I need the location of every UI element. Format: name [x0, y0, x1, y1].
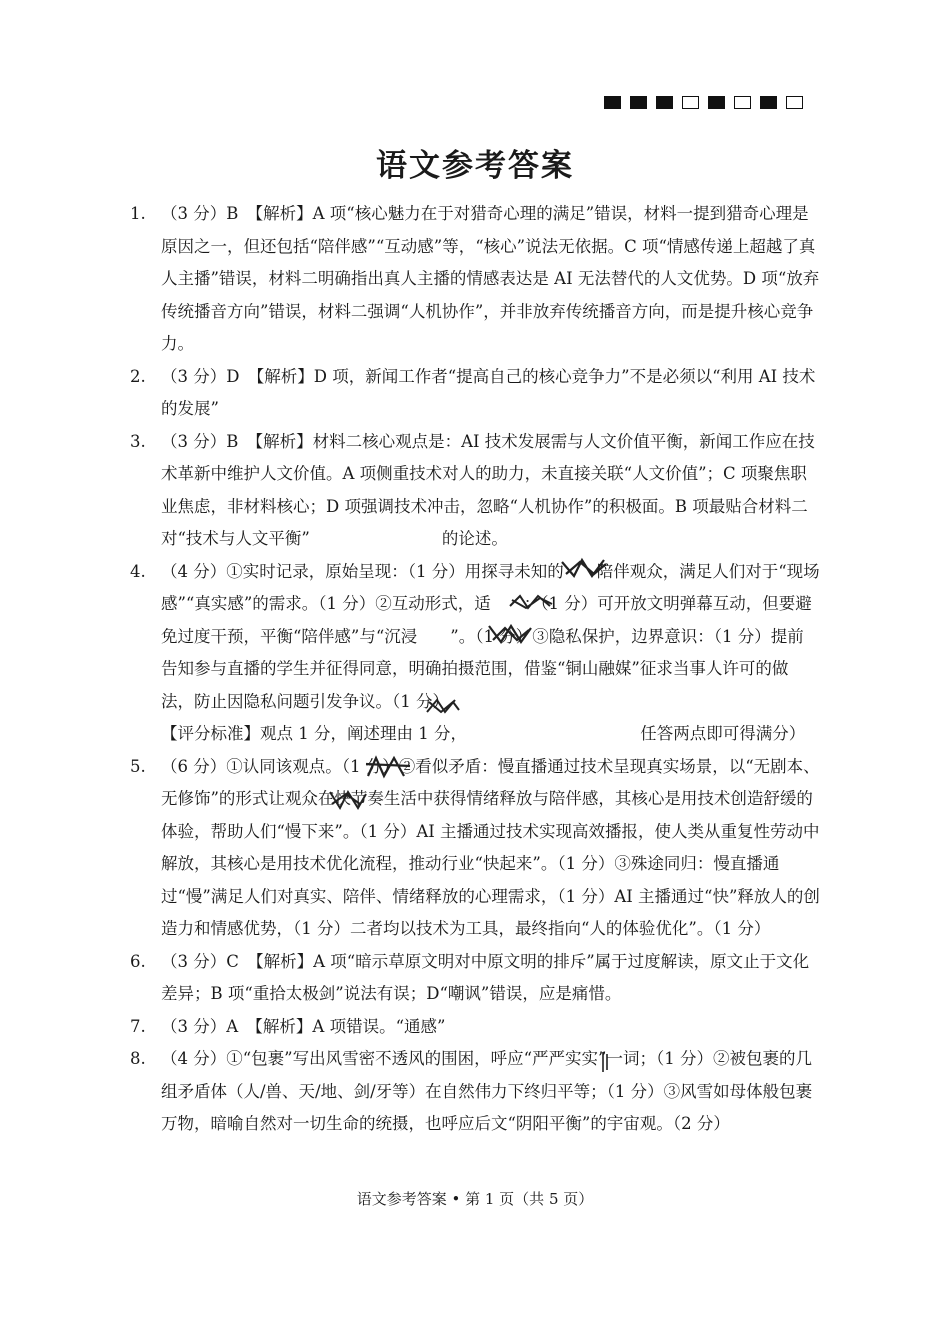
header-mark-6 [734, 96, 751, 109]
answer-number: 8. [130, 1049, 146, 1068]
answer-number: 2. [130, 366, 146, 386]
scribble-mark [425, 696, 461, 716]
page-title: 语文参考答案 [376, 148, 574, 184]
header-mark-2 [630, 96, 647, 109]
answer-item-6 [130, 946, 820, 1011]
page-footer: 语文参考答案 • 第 1 页（共 5 页） [356, 1190, 594, 1208]
header-mark-4 [682, 96, 699, 109]
scribble-mark [328, 788, 368, 812]
answer-text: （3 分）D 【解析】D 项，新闻工作者“提高自己的核心竞争力”不是必须以“利用 AI 技术的发展” [161, 366, 816, 418]
answer-item-5 [130, 751, 820, 946]
scribble-mark [364, 754, 412, 780]
scribble-mark [508, 592, 554, 612]
answer-item-7 [130, 1011, 820, 1044]
header-mark-7 [760, 96, 777, 109]
answer-text: （3 分）B 【解析】材料二核心观点是：AI 技术发展需与人文价值平衡，新闻工作应在技术革新中维护人文价值。A 项侧重技术对人的助力，未直接关联“人文价值”；C 项聚焦职业焦虑，非材料核心；D 项强调技术冲击，忽略“人机协作”的积极面。B 项最贴合材料二对“技术与人文平衡” 的论述。 [161, 431, 815, 548]
answer-item-2 [130, 361, 820, 426]
answer-text: （4 分）①“包裹”写出风雪密不透风的围困，呼应“严严实实”一词；（1 分）②被包裹的几组矛盾体（人/兽、天/地、剑/牙等）在自然伟力下终归平等；（1 分）③风雪如母体般包裹万物，暗喻自然对一切生命的统摄，也呼应后文“阴阳平衡”的宇宙观。（2 分） [161, 1049, 813, 1133]
scribble-mark [600, 1050, 610, 1074]
answer-item-8 [130, 1043, 820, 1141]
scribble-mark [487, 622, 533, 646]
scribble-mark [560, 556, 610, 580]
answer-number: 4. [130, 561, 146, 581]
answer-item-1 [130, 198, 820, 361]
answer-number: 1. [130, 204, 146, 223]
answer-item-3 [130, 426, 820, 556]
scoring-note: 【评分标准】观点 1 分，阐述理由 1 分， 任答两点即可得满分） [161, 724, 806, 743]
answer-text: （4 分）①实时记录，原始呈现：（1 分）用探寻未知的 陪伴观众，满足人们对于“现场感”“真实感”的需求。（1 分）②互动形式，适 ：（1 分）可开放文明弹幕互动，但要避免过度干预，平衡“陪伴感”与“沉浸 ”。（1 分）③隐私保护，边界意识：（1 分）提前告知参与直播的学生并征得同意，明确拍摄范围，借鉴“铜山融媒”征求当事人许可的做法，防止因隐私问题引发争议。（1 分） [161, 561, 820, 711]
answer-text: （3 分）B 【解析】A 项“核心魅力在于对猎奇心理的满足”错误，材料一提到猎奇心理是原因之一，但还包括“陪伴感”“互动感”等，“核心”说法无依据。C 项“情感传递上超越了真人主播”错误，材料二明确指出真人主播的情感表达是 AI 无法替代的人文优势。D 项“放弃传统播音方向”错误，材料二强调“人机协作”，并非放弃传统播音方向，而是提升核心竞争力。 [161, 204, 820, 353]
answer-number: 7. [130, 1016, 146, 1036]
header-mark-3 [656, 96, 673, 109]
header-mark-5 [708, 96, 725, 109]
header-mark-1 [604, 96, 621, 109]
answer-text: （3 分）A 【解析】A 项错误。“通感” [161, 1016, 446, 1036]
answer-number: 6. [130, 951, 146, 971]
answer-list [130, 198, 820, 1141]
answer-number: 5. [130, 756, 146, 776]
answer-text: （3 分）C 【解析】A 项“暗示草原文明对中原文明的排斥”属于过度解读，原文止于文化差异；B 项“重拾太极剑”说法有误；D“嘲讽”错误，应是痛惜。 [161, 951, 810, 1003]
answer-item-4 [130, 556, 820, 719]
header-mark-8 [786, 96, 803, 109]
header-marks [604, 96, 803, 109]
answer-text: （6 分）①认同该观点。（1 分）②看似矛盾：慢直播通过技术呈现真实场景，以“无剧本、无修饰”的形式让观众在快节奏生活中获得情绪释放与陪伴感，其核心是用技术创造舒缓的体验，帮助人们“慢下来”。（1 分）AI 主播通过技术实现高效播报，使人类从重复性劳动中解放，其核心是用技术优化流程，推动行业“快起来”。（1 分）③殊途同归：慢直播通过“慢”满足人们对真实、陪伴、情绪释放的心理需求，（1 分）AI 主播通过“快”释放人的创造力和情感优势，（1 分）二者均以技术为工具，最终指向“人的体验优化”。（1 分） [161, 756, 820, 938]
answer-number: 3. [130, 431, 146, 451]
